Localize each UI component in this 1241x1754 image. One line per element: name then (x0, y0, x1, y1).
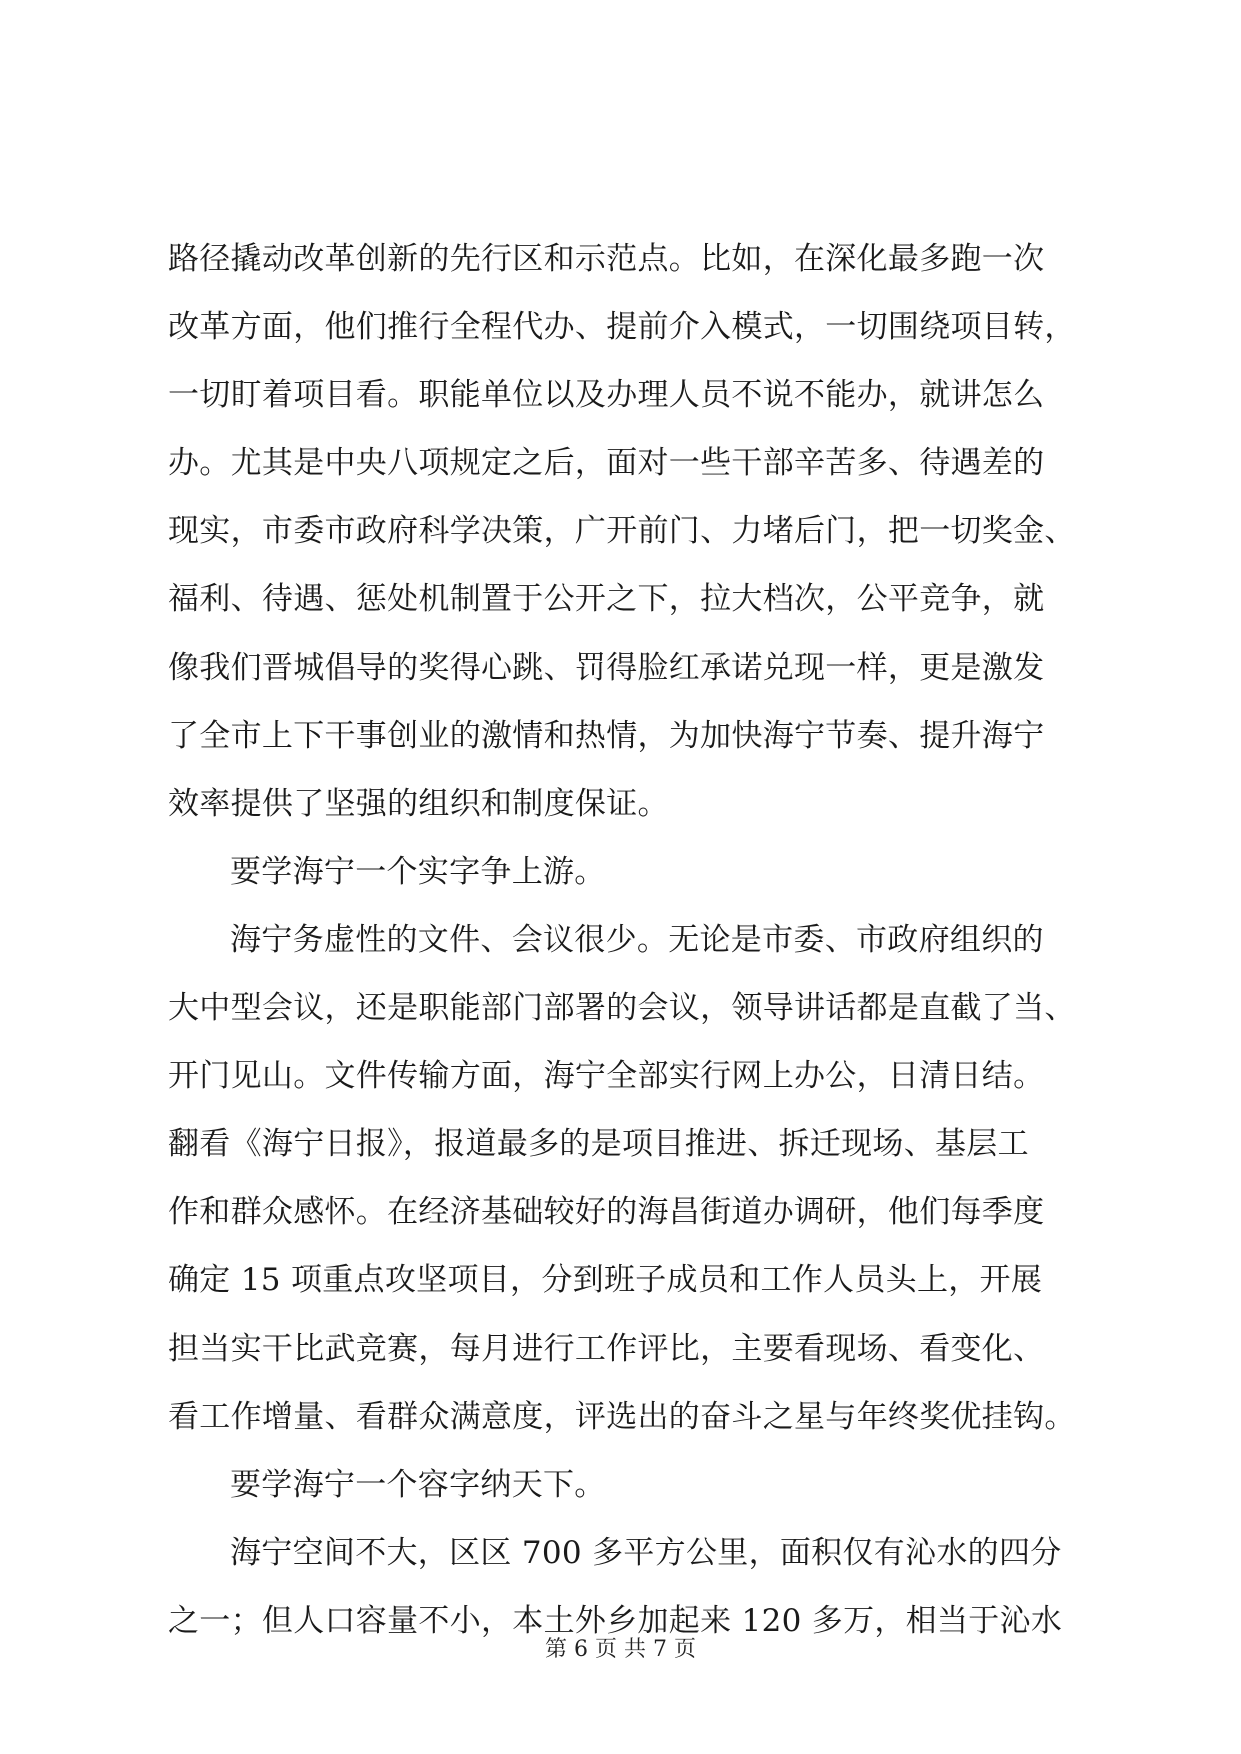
page-footer: 第 6 页 共 7 页 (545, 1637, 696, 1662)
text-line: 作和群众感怀。在经济基础较好的海昌街道办调研，他们每季度 (168, 1194, 1045, 1231)
text-line: 效率提供了坚强的组织和制度保证。 (168, 785, 669, 822)
text-line: 现实，市委市政府科学决策，广开前门、力堵后门，把一切奖金、 (168, 513, 1076, 550)
text-line: 确定 15 项重点攻坚项目，分到班子成员和工作人员头上，开展 (168, 1262, 1043, 1299)
text-line: 担当实干比武竞赛，每月进行工作评比，主要看现场、看变化、 (168, 1330, 1045, 1367)
text-line: 看工作增量、看群众满意度，评选出的奋斗之星与年终奖优挂钩。 (168, 1398, 1076, 1435)
section-heading: 要学海宁一个实字争上游。 (230, 853, 606, 890)
text-line: 办。尤其是中央八项规定之后，面对一些干部辛苦多、待遇差的 (168, 445, 1045, 482)
text-line: 翻看《海宁日报》，报道最多的是项目推进、拆迁现场、基层工 (168, 1126, 1029, 1163)
text-line: 了全市上下干事创业的激情和热情，为加快海宁节奏、提升海宁 (168, 717, 1045, 754)
text-line: 福利、待遇、惩处机制置于公开之下，拉大档次，公平竞争，就 (168, 581, 1045, 618)
text-line: 像我们晋城倡导的奖得心跳、罚得脸红承诺兑现一样，更是激发 (168, 649, 1045, 686)
paragraph-first-line: 海宁空间不大，区区 700 多平方公里，面积仅有沁水的四分 (230, 1534, 1062, 1571)
text-line: 路径撬动改革创新的先行区和示范点。比如，在深化最多跑一次 (168, 241, 1045, 277)
text-line: 之一；但人口容量不小，本土外乡加起来 120 多万，相当于沁水 (168, 1602, 1063, 1639)
text-line: 开门见山。文件传输方面，海宁全部实行网上办公，日清日结。 (168, 1058, 1045, 1095)
text-line: 大中型会议，还是职能部门部署的会议，领导讲话都是直截了当、 (168, 990, 1076, 1027)
section-heading: 要学海宁一个容字纳天下。 (230, 1466, 606, 1503)
text-line: 一切盯着项目看。职能单位以及办理人员不说不能办，就讲怎么 (168, 377, 1045, 414)
text-line: 改革方面，他们推行全程代办、提前介入模式，一切围绕项目转， (168, 309, 1076, 346)
body-text (168, 225, 1088, 1655)
paragraph-first-line: 海宁务虚性的文件、会议很少。无论是市委、市政府组织的 (230, 921, 1044, 958)
